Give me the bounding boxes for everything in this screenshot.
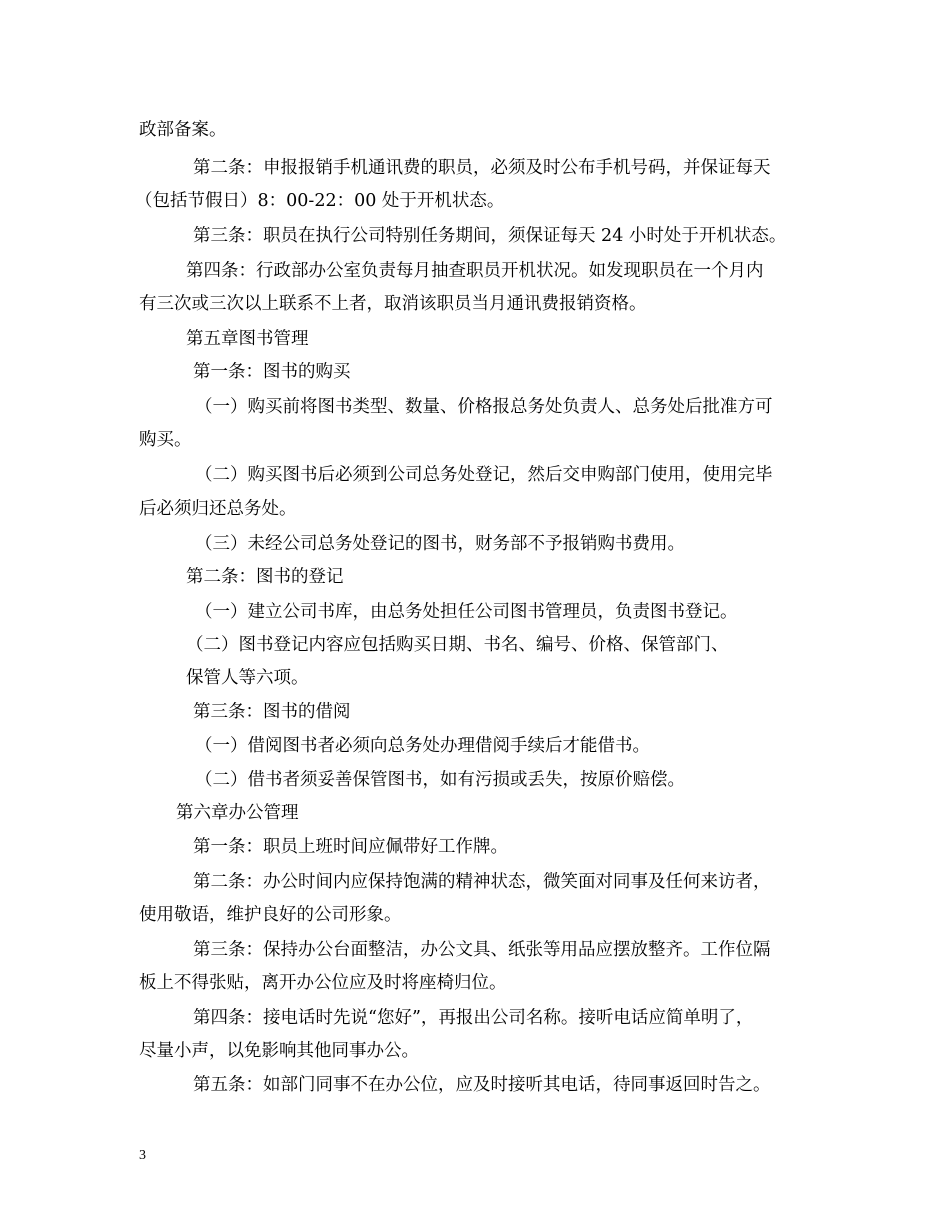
text-line: 第二条：办公时间内应保持饱满的精神状态，微笑面对同事及任何来访者，	[193, 872, 771, 892]
text-line: （二）图书登记内容应包括购买日期、书名、编号、价格、保管部门、	[186, 635, 729, 655]
text-line: （二）借书者须妥善保管图书，如有污损或丢失，按原价赔偿。	[195, 770, 685, 790]
text-line: 使用敬语，维护良好的公司形象。	[139, 905, 402, 925]
chapter-heading: 第六章办公管理	[176, 803, 299, 823]
text-line: 第四条：行政部办公室负责每月抽查职员开机状况。如发现职员在一个月内	[186, 261, 764, 281]
text-line: 第二条：图书的登记	[186, 567, 344, 587]
chapter-heading: 第五章图书管理	[186, 329, 309, 349]
text-line: （包括节假日）8：00-22：00 处于开机状态。	[135, 191, 505, 211]
page-number: 3	[139, 1148, 146, 1163]
text-line: 第四条：接电话时先说“您好”，再报出公司名称。接听电话应简单明了，	[193, 1008, 754, 1028]
text-line: （一）借阅图书者必须向总务处办理借阅手续后才能借书。	[195, 736, 650, 756]
text-line: （一）建立公司书库，由总务处担任公司图书管理员，负责图书登记。	[195, 602, 738, 622]
text-line: 第二条：申报报销手机通讯费的职员，必须及时公布手机号码，并保证每天	[193, 158, 771, 178]
text-line: 后必须归还总务处。	[139, 499, 297, 519]
text-line: 有三次或三次以上联系不上者，取消该职员当月通讯费报销资格。	[139, 294, 647, 314]
text-line: 板上不得张贴，离开办公位应及时将座椅归位。	[139, 973, 507, 993]
text-line: 第一条：图书的购买	[193, 362, 351, 382]
text-line: 第三条：职员在执行公司特别任务期间，须保证每天 24 小时处于开机状态。	[193, 226, 787, 246]
text-line: 保管人等六项。	[186, 668, 309, 688]
text-line: （二）购买图书后必须到公司总务处登记，然后交申购部门使用，使用完毕	[195, 465, 773, 485]
text-line: （三）未经公司总务处登记的图书，财务部不予报销购书费用。	[195, 534, 685, 554]
text-line: 第一条：职员上班时间应佩带好工作牌。	[193, 837, 508, 857]
text-line: 第三条：图书的借阅	[193, 702, 351, 722]
text-line: 第三条：保持办公台面整洁，办公文具、纸张等用品应摆放整齐。工作位隔	[193, 940, 771, 960]
text-line: 购买。	[139, 430, 192, 450]
text-line: 政部备案。	[139, 120, 227, 140]
text-line: 尽量小声，以免影响其他同事办公。	[139, 1041, 419, 1061]
text-line: 第五条：如部门同事不在办公位，应及时接听其电话，待同事返回时告之。	[193, 1075, 771, 1095]
text-line: （一）购买前将图书类型、数量、价格报总务处负责人、总务处后批准方可	[195, 397, 773, 417]
